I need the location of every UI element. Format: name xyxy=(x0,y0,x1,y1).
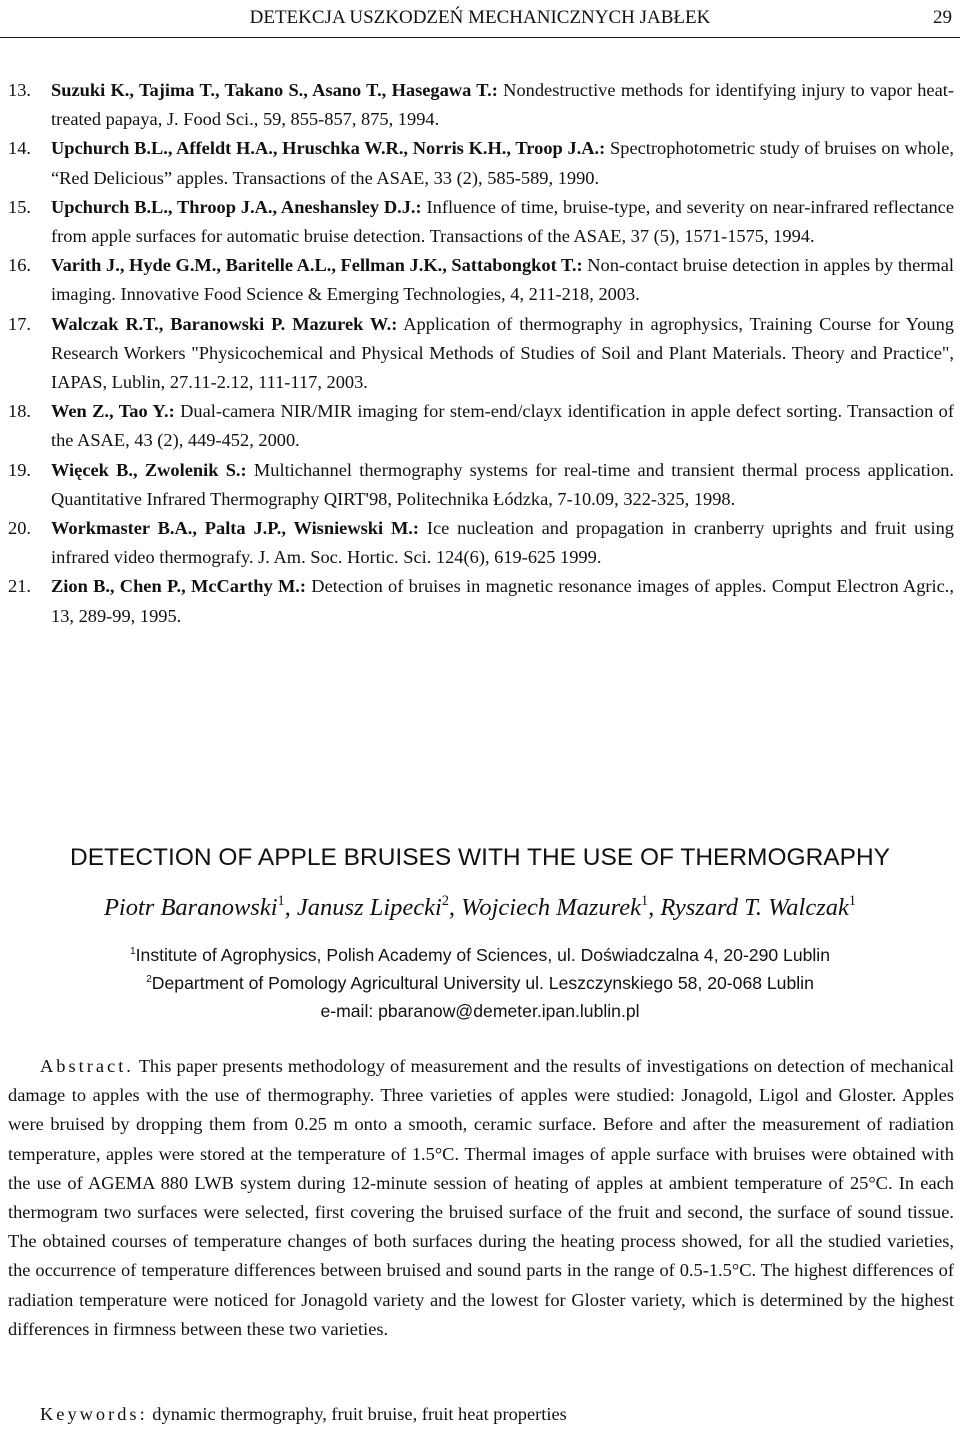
keywords xyxy=(40,1400,954,1429)
author-name: Ryszard T. Walczak xyxy=(660,894,849,921)
reference-number: 21. xyxy=(8,576,31,597)
author-separator: , xyxy=(284,894,297,921)
reference-authors: Workmaster B.A., Palta J.P., Wisniewski M.: xyxy=(51,518,420,539)
author-affil-mark: 1 xyxy=(848,893,857,910)
reference-text: Nondestructive methods for identifying injury to vapor heat-treated papaya, J. Food Sci., 59, 855-857, 875, 1994. xyxy=(51,80,954,130)
reference-number: 18. xyxy=(8,401,31,422)
reference-number: 17. xyxy=(8,313,31,334)
author-name: Wojciech Mazurek xyxy=(461,894,642,921)
reference-authors: Suzuki K., Tajima T., Takano S., Asano T., Hasegawa T.: xyxy=(51,80,498,100)
reference-item xyxy=(8,193,954,251)
reference-text: Non-contact bruise detection in apples by thermal imaging. Innovative Food Science & Emerging Technologies, 4, 211-218, 2003. xyxy=(51,255,954,305)
abstract-label: Abstract. xyxy=(40,1056,134,1076)
affiliation-text: Institute of Agrophysics, Polish Academy of Sciences, ul. Doświadczalna 4, 20-290 Lublin xyxy=(135,945,831,965)
affiliation-mark: 1 xyxy=(129,945,136,957)
running-header xyxy=(0,4,960,32)
keywords-label: Keywords: xyxy=(40,1404,148,1424)
email-line: e-mail: pbaranow@demeter.ipan.lublin.pl xyxy=(320,1001,640,1021)
reference-number: 14. xyxy=(8,138,31,159)
reference-authors: Upchurch B.L., Throop J.A., Aneshansley D.J.: xyxy=(51,196,422,217)
reference-item xyxy=(8,310,954,398)
reference-item xyxy=(8,572,954,630)
author-affil-mark: 2 xyxy=(441,893,449,910)
reference-text: Influence of time, bruise-type, and severity on near-infrared reflectance from apple surfaces for automatic bruise detection. Transactions of the ASAE, 37 (5), 1571-1575, 1994. xyxy=(51,196,954,247)
reference-item xyxy=(8,456,954,514)
author-separator: , xyxy=(448,894,462,921)
reference-authors: Wen Z., Tao Y.: xyxy=(51,401,175,422)
abstract-text: This paper presents methodology of measurement and the results of investigations on detection of mechanical damage to apples with the use of thermography. Three varieties of apples were studied: Jonagold, Ligol and Gloster. Apples were bruised by dropping them from 0.25 m onto a smooth, ceramic surface. Before and after the measurement of radiation temperature, apples were stored at the temperature of 1.5°C. Thermal images of apple surface with bruises were obtained with the use of AGEMA 880 LWB system during 12-minute session of heating of apples at ambient temperature of 25°C. In each thermogram two surfaces were selected, first covering the bruised surface of the fruit and second, the surface of sound tissue. The obtained courses of temperature changes of both surfaces during the heating process showed, for all the studied varieties, the occurrence of temperature differences between bruised and sound parts in the range of 0.5-1.5°C. The highest differences of radiation temperature were noticed for Jonagold variety and the lowest for Gloster variety, which is determined by the highest differences in firmness between these two varieties. xyxy=(8,1056,954,1339)
affiliations xyxy=(0,941,960,1025)
affiliation-text: Department of Pomology Agricultural University ul. Leszczynskiego 58, 20-068 Lublin xyxy=(151,973,814,993)
author-name: Piotr Baranowski xyxy=(103,894,278,921)
reference-text: Dual-camera NIR/MIR imaging for stem-end/clayx identification in apple defect sorting. Transaction of the ASAE, 43 (2), 449-452, 2000. xyxy=(51,401,954,451)
reference-authors: Zion B., Chen P., McCarthy M.: xyxy=(51,576,307,597)
reference-item xyxy=(8,76,954,134)
reference-authors: Upchurch B.L., Affeldt H.A., Hruschka W.R., Norris K.H., Troop J.A.: xyxy=(51,138,606,159)
reference-item xyxy=(8,514,954,572)
reference-text: Spectrophotometric study of bruises on whole, “Red Delicious” apples. Transactions of the ASAE, 33 (2), 585-589, 1990. xyxy=(51,138,954,188)
abstract xyxy=(8,1052,954,1344)
reference-list xyxy=(8,76,954,631)
reference-text: Detection of bruises in magnetic resonance images of apples. Comput Electron Agric., 13, 289-99, 1995. xyxy=(51,576,954,626)
keywords-text: dynamic thermography, fruit bruise, fruit heat properties xyxy=(147,1404,567,1424)
reference-number: 19. xyxy=(8,459,31,480)
reference-number: 20. xyxy=(8,518,31,539)
reference-text: Application of thermography in agrophysics, Training Course for Young Research Workers "Physicochemical and Physical Methods of Studies of Soil and Plant Materials. Theory and Practice", IAPAS, Lublin, 27.11-2.12, 111-117, 2003. xyxy=(51,313,954,393)
reference-authors: Varith J., Hyde G.M., Baritelle A.L., Fellman J.K., Sattabongkot T.: xyxy=(51,255,583,276)
reference-number: 13. xyxy=(8,80,31,100)
author-separator: , xyxy=(648,894,661,921)
author-affil-mark: 1 xyxy=(641,893,649,910)
reference-authors: Więcek B., Zwolenik S.: xyxy=(51,459,247,480)
affiliation-line xyxy=(0,969,960,997)
page-number: 29 xyxy=(933,7,952,28)
reference-text: Multichannel thermography systems for real-time and transient thermal process application. Quantitative Infrared Thermography QIRT'98, Politechnika Łódzka, 7-10.09, 322-325, 1998. xyxy=(51,459,955,509)
reference-item xyxy=(8,134,954,192)
reference-number: 16. xyxy=(8,255,31,276)
header-rule xyxy=(0,37,960,38)
reference-number: 15. xyxy=(8,196,31,217)
reference-authors: Walczak R.T., Baranowski P. Mazurek W.: xyxy=(51,313,398,334)
reference-item xyxy=(8,251,954,309)
author-name: Janusz Lipecki xyxy=(296,894,442,921)
affiliation-mark: 2 xyxy=(146,973,152,985)
reference-item xyxy=(8,397,954,455)
affiliation-line xyxy=(0,941,960,969)
author-list xyxy=(0,888,960,928)
paper-title: DETECTION OF APPLE BRUISES WITH THE USE OF THERMOGRAPHY xyxy=(70,844,890,871)
author-affil-mark: 1 xyxy=(277,893,285,910)
reference-text: Ice nucleation and propagation in cranberry uprights and fruit using infrared video thermografy. J. Am. Soc. Hortic. Sci. 124(6), 619-625 1999. xyxy=(51,518,954,568)
running-title: DETEKCJA USZKODZEŃ MECHANICZNYCH JABŁEK xyxy=(249,7,711,28)
